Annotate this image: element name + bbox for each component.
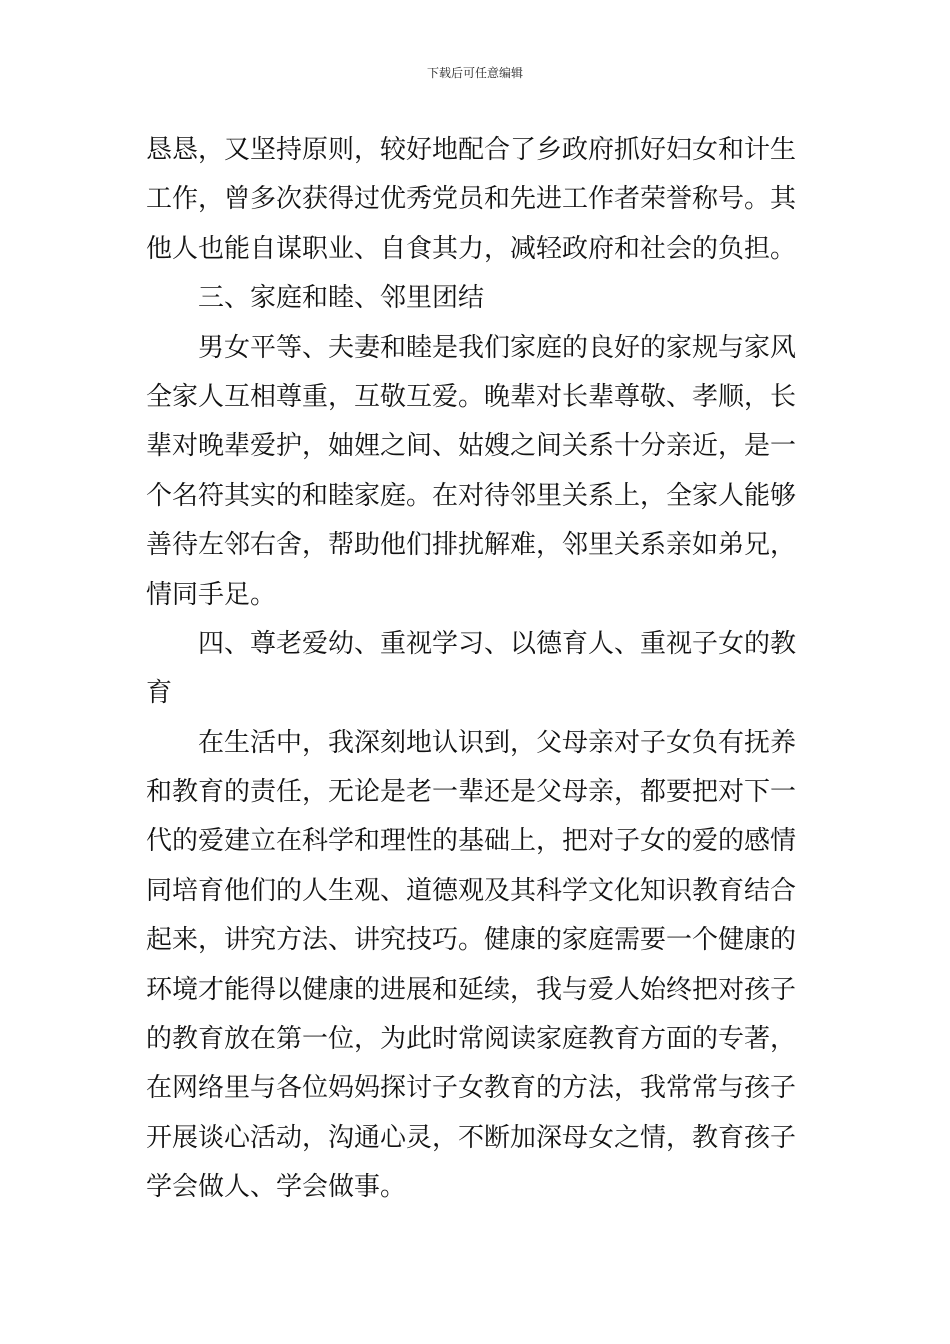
text-line: 开展谈心活动，沟通心灵，不断加深母女之情，教育孩子 xyxy=(146,1122,797,1153)
text-line: 恳恳，又坚持原则，较好地配合了乡政府抓好妇女和计生 xyxy=(146,135,797,165)
page-header-note: 下载后可任意编辑 xyxy=(426,66,523,80)
text-line: 在生活中，我深刻地认识到，父母亲对子女负有抚养 xyxy=(198,727,797,758)
section-heading: 三、家庭和睦、邻里团结 xyxy=(198,283,485,314)
section-heading-continuation: 育 xyxy=(146,678,173,709)
text-line: 他人也能自谋职业、自食其力，减轻政府和社会的负担。 xyxy=(146,233,797,264)
text-line: 同培育他们的人生观、道德观及其科学文化知识教育结合 xyxy=(146,875,797,906)
text-line: 善待左邻右舍，帮助他们排扰解难，邻里关系亲如弟兄， xyxy=(146,530,797,561)
body-text xyxy=(146,126,806,1213)
text-line: 工作，曾多次获得过优秀党员和先进工作者荣誉称号。其 xyxy=(146,184,797,215)
text-line: 环境才能得以健康的进展和延续，我与爱人始终把对孩子 xyxy=(146,974,797,1005)
text-line: 个名符其实的和睦家庭。在对待邻里关系上，全家人能够 xyxy=(146,480,797,511)
text-line: 代的爱建立在科学和理性的基础上，把对子女的爱的感情 xyxy=(146,826,797,857)
text-line: 全家人互相尊重，互敬互爱。晚辈对长辈尊敬、孝顺，长 xyxy=(146,381,797,412)
text-line: 辈对晚辈爱护，妯娌之间、姑嫂之间关系十分亲近，是一 xyxy=(146,431,797,462)
text-line: 的教育放在第一位，为此时常阅读家庭教育方面的专著， xyxy=(146,1024,797,1055)
text-line: 在网络里与各位妈妈探讨子女教育的方法，我常常与孩子 xyxy=(146,1073,797,1104)
text-line: 情同手足。 xyxy=(146,579,277,610)
text-line: 学会做人、学会做事。 xyxy=(146,1172,407,1203)
text-line: 和教育的责任，无论是老一辈还是父母亲，都要把对下一 xyxy=(146,777,797,808)
section-heading: 四、尊老爱幼、重视学习、以德育人、重视子女的教 xyxy=(198,628,797,659)
text-line: 起来，讲究方法、讲究技巧。健康的家庭需要一个健康的 xyxy=(146,925,797,956)
text-line: 男女平等、夫妻和睦是我们家庭的良好的家规与家风 xyxy=(198,332,797,363)
